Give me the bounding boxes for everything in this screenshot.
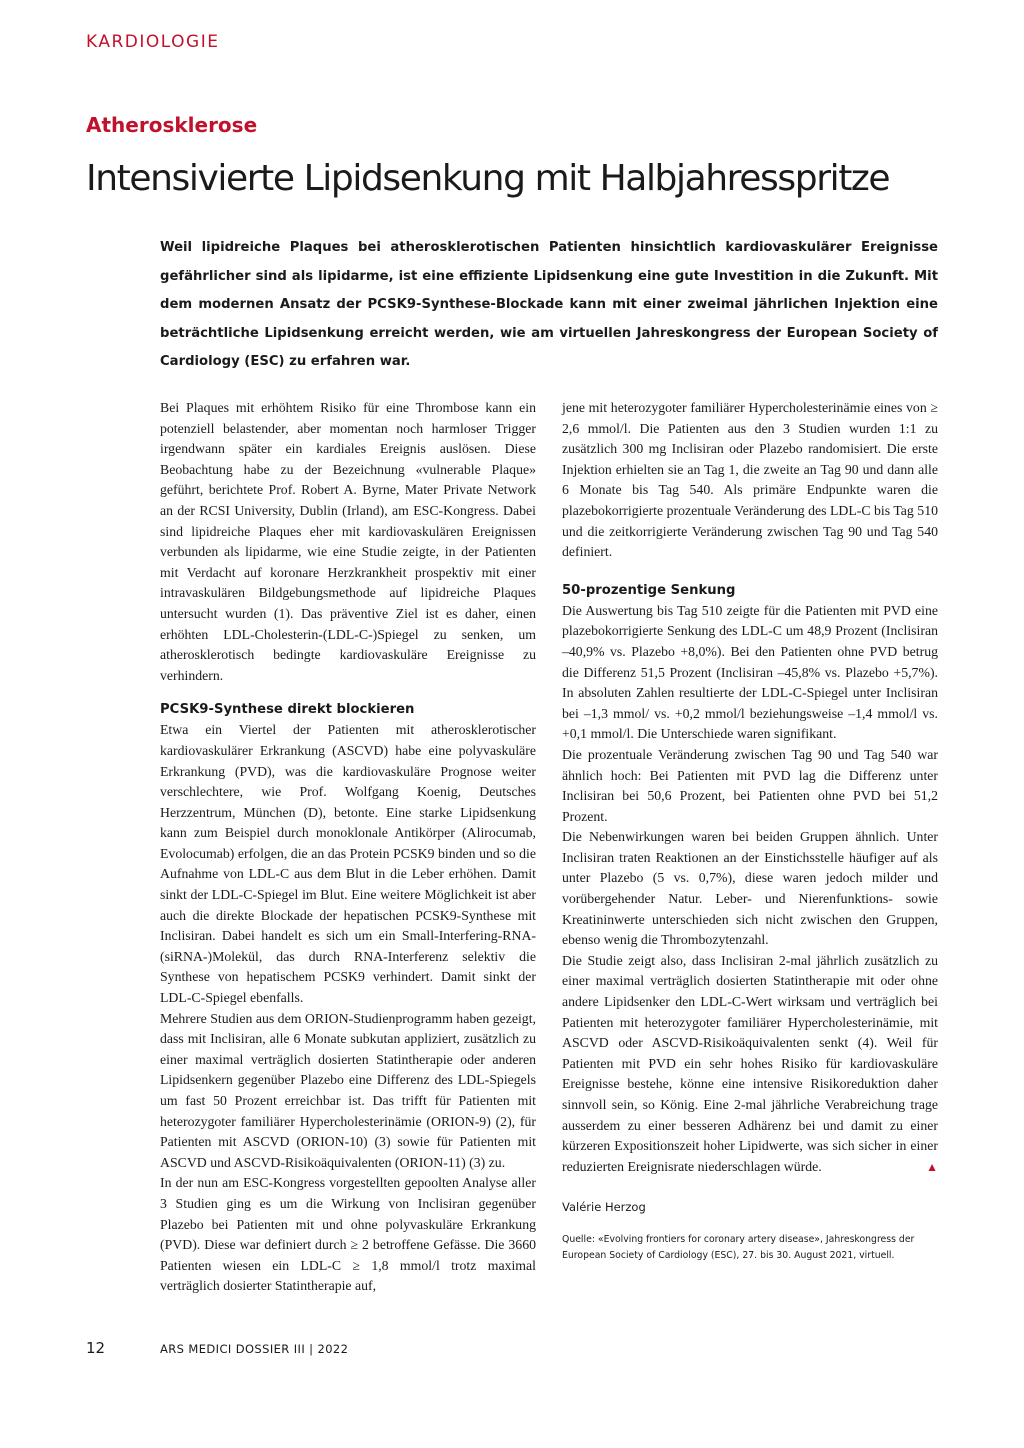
paragraph: Mehrere Studien aus dem ORION-Studienprogramm haben gezeigt, dass mit Inclisiran, alle 6 Monate subkutan appliziert, zusätzlich zu einer maximal verträglich dosierten Statintherapie oder anderen Lipidsenkern gegenüber Plazebo eine Differenz des LDL-Spiegels um fast 50 Prozent erreichbar ist. Das trifft für Patienten mit heterozygoter familiärer Hypercholesterinämie (ORION-9) (2), für Patienten mit ASCVD (ORION-10) (3) sowie für Patienten mit ASCVD und ASCVD-Risikoäquivalenten (ORION-11) (3) zu. [160, 1010, 536, 1170]
section-label: KARDIOLOGIE [86, 32, 220, 52]
paragraph: Etwa ein Viertel der Patienten mit atherosklerotischer kardiovaskulärer Erkrankung (ASCVD) habe eine polyvaskuläre Erkrankung (PVD), was die kardiovaskuläre Prognose weiter verschlechtere, wie Prof. Wolfgang Koenig, Deutsches Herzzentrum, München (D), betonte. Eine starke Lipidsenkung kann zum Beispiel durch monoklonale Antikörper (Alirocumab, Evolocumab) erfolgen, die an das Protein PCSK9 binden und so die Aufnahme von LDL-C aus dem Blut in die Leber erhöhen. Damit sinkt der LDL-C-Spiegel im Blut. Eine weitere Möglichkeit ist aber auch die direkte Blockade der hepatischen PCSK9-Synthese mit Inclisiran. Dabei handelt es sich um ein Small-Interfering-RNA-(siRNA-)Molekül, das durch RNA-Interferenz selektiv die Synthese von hepatischem PCSK9 verhindert. Damit sinkt der LDL-C-Spiegel ebenfalls. [160, 722, 536, 1006]
subheading: 50-prozentige Senkung [562, 582, 736, 598]
paragraph: jene mit heterozygoter familiärer Hypercholesterinämie eines von ≥ 2,6 mmol/l. Die Patienten aus den 3 Studien wurden 1:1 zu zusätzlich 300 mg Inclisiran oder Plazebo randomisiert. Die erste Injektion erhielten sie an Tag 1, die zweite an Tag 90 und dann alle 6 Monate bis Tag 540. Als primäre Endpunkte waren die plazebokorrigierte prozentuale Veränderung des LDL-C bis Tag 510 und die zeitkorrigierte Veränderung zwischen Tag 90 und Tag 540 definiert. [562, 400, 938, 560]
journal-footer: ARS MEDICI DOSSIER III | 2022 [160, 1342, 349, 1356]
paragraph: Die Nebenwirkungen waren bei beiden Gruppen ähnlich. Unter Inclisiran traten Reaktionen an der Einstichsstelle häufiger auf als unter Plazebo (5 vs. 0,7%), diese waren jedoch milder und vorübergehender Natur. Leber- und Nierenfunktions- sowie Kreatininwerte unterschieden sich nicht zwischen den Gruppen, ebenso wenig die Thrombozytenzahl. [562, 829, 938, 948]
article-kicker: Atherosklerose [86, 113, 258, 137]
column-right [562, 398, 938, 1264]
paragraph: Die prozentuale Veränderung zwischen Tag 90 und Tag 540 war ähnlich hoch: Bei Patienten mit PVD lag die Differenz unter Inclisiran bei 50,6 Prozent, bei Patienten ohne PVD bei 51,2 Prozent. [562, 746, 938, 824]
column-left [160, 398, 536, 1297]
paragraph-text: Die Studie zeigt also, dass Inclisiran 2-mal jährlich zusätzlich zu einer maximal verträglich dosierten Statintherapie mit oder ohne andere Lipidsenker den LDL-C-Wert wirksam und verträglich bei Patienten mit heterozygoter familiärer Hypercholesterinämie, mit ASCVD oder ASCVD-Risikoäquivalenten senkt (4). Weil für Patienten mit PVD ein sehr hohes Risiko für kardiovaskuläre Ereignisse bestehe, könne eine intensive Risikoreduktion daher sinnvoll sein, so König. Eine 2-mal jährliche Verabreichung trage ausserdem zu einer besseren Adhärenz bei und damit zu einer kürzeren Expositionszeit hoher Lipidwerte, was sich sicher in einer reduzierten Ereignisrate niederschlagen würde. [562, 952, 938, 1174]
paragraph: In der nun am ESC-Kongress vorgestellten gepoolten Analyse aller 3 Studien ging es um die Wirkung von Inclisiran gegenüber Plazebo bei Patienten mit und ohne polyvaskuläre Erkrankung (PVD). Diese war definiert durch ≥ 2 betroffene Gefässe. Die 3660 Patienten wiesen ein LDL-C ≥ 1,8 mmol/l trotz maximal verträglich dosierter Statintherapie auf, [160, 1175, 536, 1294]
article-lead: Weil lipidreiche Plaques bei atherosklerotischen Patienten hinsichtlich kardiovaskulärer Ereignisse gefährlicher sind als lipidarme, ist eine effiziente Lipidsenkung eine gute Investition in die Zukunft. Mit dem modernen Ansatz der PCSK9-Synthese-Blockade kann mit einer zweimal jährlichen Injektion eine beträchtliche Lipidsenkung erreicht werden, wie am virtuellen Jahreskongress der European Society of Cardiology (ESC) zu erfahren war. [160, 240, 938, 370]
end-of-article-icon: ▲ [926, 1159, 938, 1174]
page-number: 12 [86, 1339, 106, 1357]
subheading: PCSK9-Synthese direkt blockieren [160, 702, 415, 718]
article-headline: Intensivierte Lipidsenkung mit Halbjahresspritze [86, 158, 890, 199]
paragraph [562, 951, 938, 1178]
author: Valérie Herzog [562, 1200, 646, 1215]
paragraph: Die Auswertung bis Tag 510 zeigte für die Patienten mit PVD eine plazebokorrigierte Senkung des LDL-C um 48,9 Prozent (Inclisiran –40,9% vs. Plazebo +8,0%). Bei den Patienten ohne PVD betrug die Differenz 51,5 Prozent (Inclisiran –45,8% vs. Plazebo +5,7%). In absoluten Zahlen resultierte der LDL-C-Spiegel unter Inclisiran bei –1,3 mmol/ vs. +0,2 mmol/l beziehungsweise –1,4 mmol/l vs. +0,1 mmol/l. Die Unterschiede waren signifikant. [562, 602, 938, 742]
paragraph: Bei Plaques mit erhöhtem Risiko für eine Thrombose kann ein potenziell belastender, aber momentan noch harmloser Trigger irgendwann später ein kardiales Ereignis auslösen. Diese Beobachtung habe zu der Bezeichnung «vulnerable Plaque» geführt, berichtete Prof. Robert A. Byrne, Mater Private Network an der RCSI University, Dublin (Irland), am ESC-Kongress. Dabei sind lipidreiche Plaques eher mit kardiovaskulären Ereignissen verbunden als lipidarme, wie eine Studie zeigte, in der Patienten mit Verdacht auf koronare Herzkrankheit prospektiv mit einer intravaskulären Bildgebungsmethode auf lipidreiche Plaques untersucht wurden (1). Das präventive Ziel ist es daher, einen erhöhten LDL-Cholesterin-(LDL-C-)Spiegel zu senken, um atherosklerotisch bedingte kardiovaskuläre Ereignisse zu verhindern. [160, 400, 536, 683]
source-note: Quelle: «Evolving frontiers for coronary artery disease», Jahreskongress der European Society of Cardiology (ESC), 27. bis 30. August 2021, virtuell. [562, 1233, 915, 1261]
